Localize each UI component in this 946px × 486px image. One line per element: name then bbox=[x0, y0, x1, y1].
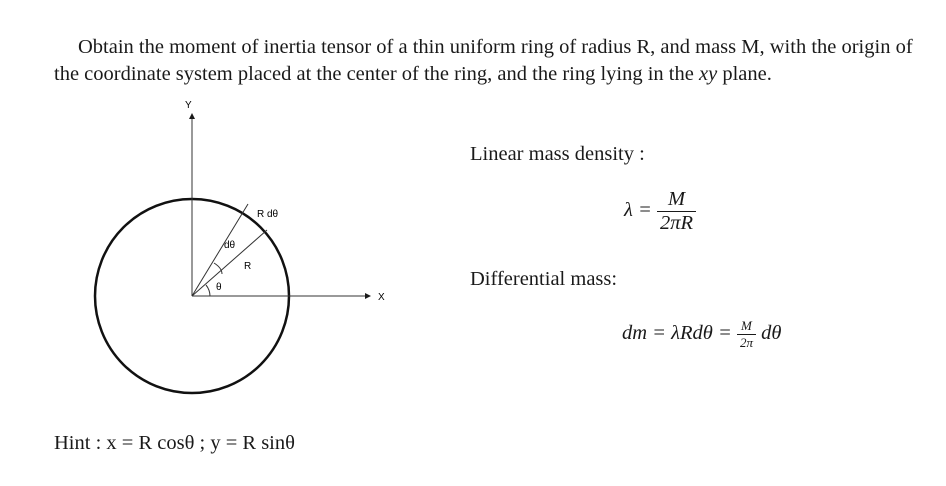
hint-text: Hint : x = R cosθ ; y = R sinθ bbox=[54, 432, 295, 454]
problem-text-part2: plane. bbox=[717, 63, 772, 85]
problem-text-italic: xy bbox=[698, 63, 718, 85]
theta-label: θ bbox=[216, 282, 222, 293]
linear-density-label: Linear mass density : bbox=[470, 143, 645, 165]
dm-lhs: dm = λRdθ = bbox=[622, 322, 732, 345]
dm-tail: dθ bbox=[761, 322, 782, 345]
dm-numerator: M bbox=[741, 318, 752, 333]
x-axis-label: X bbox=[378, 292, 385, 303]
lambda-numerator: M bbox=[667, 188, 686, 210]
arc-length-label: R dθ bbox=[257, 209, 279, 220]
radius-label: R bbox=[244, 261, 252, 272]
y-axis-label: Y bbox=[185, 100, 192, 111]
dm-fraction bbox=[737, 318, 756, 351]
problem-text-part1: Obtain the moment of inertia tensor of a thin uniform ring of radius R, and mass M, with the origin of the coordinate system placed at the center of the ring, and the ring lying in the bbox=[54, 36, 913, 85]
lambda-denominator: 2πR bbox=[657, 211, 696, 235]
dm-equation bbox=[622, 318, 781, 351]
theta-arc bbox=[206, 285, 210, 296]
dtheta-label: dθ bbox=[224, 240, 236, 251]
lambda-equation bbox=[624, 188, 696, 235]
dm-denominator: 2π bbox=[737, 334, 756, 351]
lambda-lhs: λ = bbox=[624, 199, 652, 222]
lambda-fraction bbox=[657, 188, 696, 235]
dtheta-arc bbox=[214, 263, 222, 274]
differential-mass-label: Differential mass: bbox=[470, 268, 618, 290]
